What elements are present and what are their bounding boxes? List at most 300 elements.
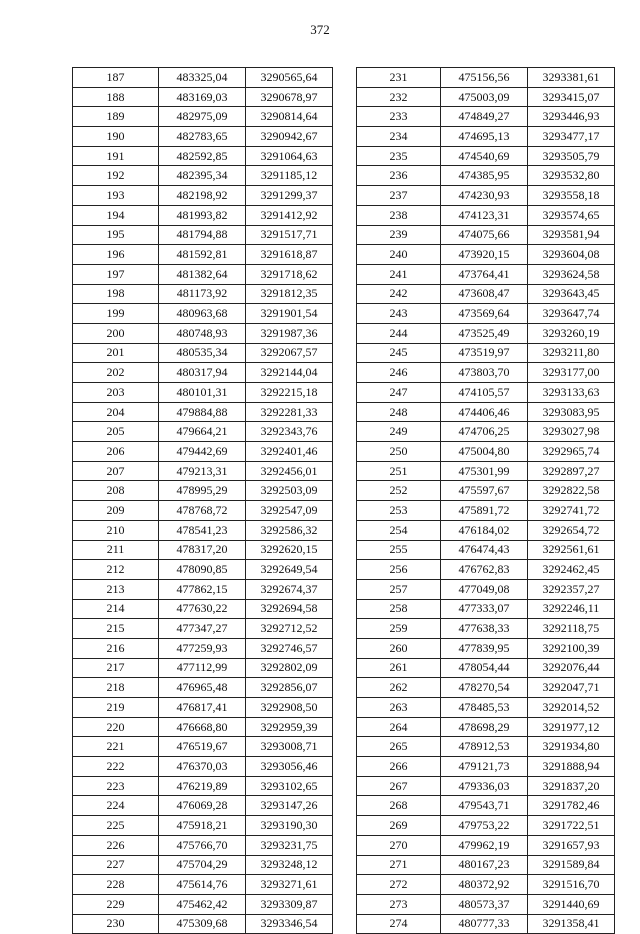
x-coordinate-cell: 479753,22 <box>441 816 528 836</box>
y-coordinate-cell: 3292246,11 <box>528 599 615 619</box>
y-coordinate-cell: 3293027,98 <box>528 422 615 442</box>
y-coordinate-cell: 3292076,44 <box>528 658 615 678</box>
y-coordinate-cell: 3293231,75 <box>246 835 333 855</box>
y-coordinate-cell: 3292014,52 <box>528 698 615 718</box>
x-coordinate-cell: 476219,89 <box>159 776 246 796</box>
point-number-cell: 255 <box>357 540 441 560</box>
y-coordinate-cell: 3291618,87 <box>246 245 333 265</box>
table-row <box>357 383 615 403</box>
x-coordinate-cell: 477049,08 <box>441 579 528 599</box>
point-number-cell: 256 <box>357 560 441 580</box>
x-coordinate-cell: 473519,97 <box>441 343 528 363</box>
x-coordinate-cell: 479213,31 <box>159 461 246 481</box>
table-row <box>73 127 333 147</box>
table-row <box>73 363 333 383</box>
x-coordinate-cell: 482783,65 <box>159 127 246 147</box>
point-number-cell: 204 <box>73 402 159 422</box>
x-coordinate-cell: 480372,92 <box>441 875 528 895</box>
y-coordinate-cell: 3292100,39 <box>528 638 615 658</box>
table-row <box>357 87 615 107</box>
table-row <box>73 442 333 462</box>
table-row <box>73 560 333 580</box>
y-coordinate-cell: 3291358,41 <box>528 914 615 934</box>
x-coordinate-cell: 474406,46 <box>441 402 528 422</box>
table-row <box>357 796 615 816</box>
x-coordinate-cell: 475003,09 <box>441 87 528 107</box>
x-coordinate-cell: 479121,73 <box>441 757 528 777</box>
point-number-cell: 229 <box>73 894 159 914</box>
table-row <box>357 127 615 147</box>
point-number-cell: 208 <box>73 481 159 501</box>
point-number-cell: 211 <box>73 540 159 560</box>
x-coordinate-cell: 482975,09 <box>159 107 246 127</box>
x-coordinate-cell: 479543,71 <box>441 796 528 816</box>
table-row <box>73 875 333 895</box>
point-number-cell: 227 <box>73 855 159 875</box>
table-row <box>73 461 333 481</box>
x-coordinate-cell: 477333,07 <box>441 599 528 619</box>
point-number-cell: 232 <box>357 87 441 107</box>
table-row <box>73 402 333 422</box>
table-row <box>357 717 615 737</box>
table-row <box>73 540 333 560</box>
point-number-cell: 216 <box>73 638 159 658</box>
x-coordinate-cell: 478317,20 <box>159 540 246 560</box>
point-number-cell: 264 <box>357 717 441 737</box>
y-coordinate-cell: 3291722,51 <box>528 816 615 836</box>
table-row <box>73 599 333 619</box>
table-row <box>357 323 615 343</box>
table-row <box>73 225 333 245</box>
point-number-cell: 205 <box>73 422 159 442</box>
table-row <box>357 835 615 855</box>
x-coordinate-cell: 475301,99 <box>441 461 528 481</box>
point-number-cell: 221 <box>73 737 159 757</box>
table-row <box>73 146 333 166</box>
table-row <box>73 855 333 875</box>
x-coordinate-cell: 475156,56 <box>441 68 528 88</box>
x-coordinate-cell: 474123,31 <box>441 205 528 225</box>
x-coordinate-cell: 476474,43 <box>441 540 528 560</box>
y-coordinate-cell: 3293624,58 <box>528 264 615 284</box>
point-number-cell: 203 <box>73 383 159 403</box>
table-row <box>73 638 333 658</box>
table-row <box>357 619 615 639</box>
y-coordinate-cell: 3293346,54 <box>246 914 333 934</box>
y-coordinate-cell: 3292586,32 <box>246 520 333 540</box>
table-row <box>357 816 615 836</box>
y-coordinate-cell: 3293177,00 <box>528 363 615 383</box>
x-coordinate-cell: 474105,57 <box>441 383 528 403</box>
x-coordinate-cell: 480535,34 <box>159 343 246 363</box>
point-number-cell: 209 <box>73 501 159 521</box>
y-coordinate-cell: 3291185,12 <box>246 166 333 186</box>
y-coordinate-cell: 3292822,58 <box>528 481 615 501</box>
y-coordinate-cell: 3292712,52 <box>246 619 333 639</box>
y-coordinate-cell: 3292047,71 <box>528 678 615 698</box>
point-number-cell: 242 <box>357 284 441 304</box>
x-coordinate-cell: 479884,88 <box>159 402 246 422</box>
y-coordinate-cell: 3292118,75 <box>528 619 615 639</box>
y-coordinate-cell: 3291589,84 <box>528 855 615 875</box>
point-number-cell: 187 <box>73 68 159 88</box>
y-coordinate-cell: 3291299,37 <box>246 186 333 206</box>
table-row <box>357 855 615 875</box>
y-coordinate-cell: 3291516,70 <box>528 875 615 895</box>
point-number-cell: 222 <box>73 757 159 777</box>
table-row <box>357 776 615 796</box>
table-row <box>73 658 333 678</box>
table-row <box>73 796 333 816</box>
y-coordinate-cell: 3293008,71 <box>246 737 333 757</box>
x-coordinate-cell: 481592,81 <box>159 245 246 265</box>
table-row <box>73 245 333 265</box>
point-number-cell: 215 <box>73 619 159 639</box>
point-number-cell: 228 <box>73 875 159 895</box>
x-coordinate-cell: 474849,27 <box>441 107 528 127</box>
y-coordinate-cell: 3292561,61 <box>528 540 615 560</box>
y-coordinate-cell: 3292694,58 <box>246 599 333 619</box>
point-number-cell: 235 <box>357 146 441 166</box>
y-coordinate-cell: 3290942,67 <box>246 127 333 147</box>
y-coordinate-cell: 3291837,20 <box>528 776 615 796</box>
y-coordinate-cell: 3293248,12 <box>246 855 333 875</box>
point-number-cell: 270 <box>357 835 441 855</box>
table-row <box>357 914 615 934</box>
table-row <box>357 146 615 166</box>
x-coordinate-cell: 480167,23 <box>441 855 528 875</box>
point-number-cell: 206 <box>73 442 159 462</box>
x-coordinate-cell: 473525,49 <box>441 323 528 343</box>
y-coordinate-cell: 3293477,17 <box>528 127 615 147</box>
y-coordinate-cell: 3292649,54 <box>246 560 333 580</box>
table-row <box>357 107 615 127</box>
x-coordinate-cell: 476370,03 <box>159 757 246 777</box>
table-row <box>73 698 333 718</box>
point-number-cell: 253 <box>357 501 441 521</box>
x-coordinate-cell: 473608,47 <box>441 284 528 304</box>
x-coordinate-cell: 481173,92 <box>159 284 246 304</box>
y-coordinate-cell: 3292620,15 <box>246 540 333 560</box>
point-number-cell: 247 <box>357 383 441 403</box>
point-number-cell: 268 <box>357 796 441 816</box>
x-coordinate-cell: 482395,34 <box>159 166 246 186</box>
point-number-cell: 191 <box>73 146 159 166</box>
y-coordinate-cell: 3291657,93 <box>528 835 615 855</box>
table-row <box>357 363 615 383</box>
x-coordinate-cell: 475462,42 <box>159 894 246 914</box>
point-number-cell: 217 <box>73 658 159 678</box>
table-row <box>357 402 615 422</box>
point-number-cell: 190 <box>73 127 159 147</box>
x-coordinate-cell: 477259,93 <box>159 638 246 658</box>
y-coordinate-cell: 3291977,12 <box>528 717 615 737</box>
y-coordinate-cell: 3292802,09 <box>246 658 333 678</box>
y-coordinate-cell: 3293604,08 <box>528 245 615 265</box>
point-number-cell: 274 <box>357 914 441 934</box>
table-row <box>73 579 333 599</box>
table-row <box>73 422 333 442</box>
x-coordinate-cell: 480317,94 <box>159 363 246 383</box>
table-row <box>73 501 333 521</box>
table-row <box>73 186 333 206</box>
x-coordinate-cell: 474075,66 <box>441 225 528 245</box>
x-coordinate-cell: 475891,72 <box>441 501 528 521</box>
table-row <box>73 343 333 363</box>
table-row <box>357 461 615 481</box>
point-number-cell: 219 <box>73 698 159 718</box>
y-coordinate-cell: 3291901,54 <box>246 304 333 324</box>
x-coordinate-cell: 480777,33 <box>441 914 528 934</box>
x-coordinate-cell: 473920,15 <box>441 245 528 265</box>
point-number-cell: 212 <box>73 560 159 580</box>
x-coordinate-cell: 476668,80 <box>159 717 246 737</box>
x-coordinate-cell: 478912,53 <box>441 737 528 757</box>
x-coordinate-cell: 480963,68 <box>159 304 246 324</box>
point-number-cell: 263 <box>357 698 441 718</box>
y-coordinate-cell: 3290814,64 <box>246 107 333 127</box>
point-number-cell: 210 <box>73 520 159 540</box>
point-number-cell: 252 <box>357 481 441 501</box>
x-coordinate-cell: 474385,95 <box>441 166 528 186</box>
table-row <box>357 422 615 442</box>
table-row <box>73 323 333 343</box>
table-row <box>73 757 333 777</box>
y-coordinate-cell: 3293260,19 <box>528 323 615 343</box>
y-coordinate-cell: 3291718,62 <box>246 264 333 284</box>
y-coordinate-cell: 3293381,61 <box>528 68 615 88</box>
point-number-cell: 254 <box>357 520 441 540</box>
page-number: 372 <box>310 22 330 37</box>
y-coordinate-cell: 3293581,94 <box>528 225 615 245</box>
x-coordinate-cell: 474695,13 <box>441 127 528 147</box>
table-row <box>73 205 333 225</box>
y-coordinate-cell: 3292456,01 <box>246 461 333 481</box>
table-row <box>357 205 615 225</box>
x-coordinate-cell: 473803,70 <box>441 363 528 383</box>
y-coordinate-cell: 3291440,69 <box>528 894 615 914</box>
table-row <box>73 520 333 540</box>
y-coordinate-cell: 3293309,87 <box>246 894 333 914</box>
x-coordinate-cell: 475766,70 <box>159 835 246 855</box>
x-coordinate-cell: 481794,88 <box>159 225 246 245</box>
table-row <box>357 264 615 284</box>
point-number-cell: 251 <box>357 461 441 481</box>
y-coordinate-cell: 3291064,63 <box>246 146 333 166</box>
x-coordinate-cell: 478090,85 <box>159 560 246 580</box>
table-row <box>73 481 333 501</box>
x-coordinate-cell: 478485,53 <box>441 698 528 718</box>
y-coordinate-cell: 3293415,07 <box>528 87 615 107</box>
x-coordinate-cell: 476069,28 <box>159 796 246 816</box>
table-row <box>357 737 615 757</box>
point-number-cell: 198 <box>73 284 159 304</box>
x-coordinate-cell: 474540,69 <box>441 146 528 166</box>
x-coordinate-cell: 476965,48 <box>159 678 246 698</box>
table-row <box>73 914 333 934</box>
y-coordinate-cell: 3293446,93 <box>528 107 615 127</box>
x-coordinate-cell: 478541,23 <box>159 520 246 540</box>
y-coordinate-cell: 3291517,71 <box>246 225 333 245</box>
point-number-cell: 245 <box>357 343 441 363</box>
point-number-cell: 226 <box>73 835 159 855</box>
y-coordinate-cell: 3292674,37 <box>246 579 333 599</box>
table-row <box>357 757 615 777</box>
x-coordinate-cell: 479442,69 <box>159 442 246 462</box>
x-coordinate-cell: 480101,31 <box>159 383 246 403</box>
y-coordinate-cell: 3293056,46 <box>246 757 333 777</box>
table-row <box>357 560 615 580</box>
table-row <box>357 875 615 895</box>
point-number-cell: 218 <box>73 678 159 698</box>
table-row <box>357 442 615 462</box>
point-number-cell: 197 <box>73 264 159 284</box>
x-coordinate-cell: 473764,41 <box>441 264 528 284</box>
table-row <box>73 68 333 88</box>
table-row <box>73 619 333 639</box>
x-coordinate-cell: 475597,67 <box>441 481 528 501</box>
y-coordinate-cell: 3293505,79 <box>528 146 615 166</box>
table-row <box>357 520 615 540</box>
y-coordinate-cell: 3292959,39 <box>246 717 333 737</box>
point-number-cell: 238 <box>357 205 441 225</box>
y-coordinate-cell: 3291888,94 <box>528 757 615 777</box>
point-number-cell: 202 <box>73 363 159 383</box>
point-number-cell: 189 <box>73 107 159 127</box>
table-row <box>73 383 333 403</box>
x-coordinate-cell: 477839,95 <box>441 638 528 658</box>
point-number-cell: 192 <box>73 166 159 186</box>
point-number-cell: 199 <box>73 304 159 324</box>
x-coordinate-cell: 482592,85 <box>159 146 246 166</box>
y-coordinate-cell: 3292908,50 <box>246 698 333 718</box>
table-row <box>357 245 615 265</box>
x-coordinate-cell: 478054,44 <box>441 658 528 678</box>
point-number-cell: 269 <box>357 816 441 836</box>
y-coordinate-cell: 3292746,57 <box>246 638 333 658</box>
x-coordinate-cell: 481993,82 <box>159 205 246 225</box>
y-coordinate-cell: 3292401,46 <box>246 442 333 462</box>
point-number-cell: 233 <box>357 107 441 127</box>
table-row <box>73 737 333 757</box>
point-number-cell: 234 <box>357 127 441 147</box>
point-number-cell: 201 <box>73 343 159 363</box>
x-coordinate-cell: 479962,19 <box>441 835 528 855</box>
point-number-cell: 236 <box>357 166 441 186</box>
y-coordinate-cell: 3293558,18 <box>528 186 615 206</box>
x-coordinate-cell: 477112,99 <box>159 658 246 678</box>
point-number-cell: 225 <box>73 816 159 836</box>
point-number-cell: 260 <box>357 638 441 658</box>
x-coordinate-cell: 477862,15 <box>159 579 246 599</box>
x-coordinate-cell: 478768,72 <box>159 501 246 521</box>
y-coordinate-cell: 3292215,18 <box>246 383 333 403</box>
x-coordinate-cell: 477630,22 <box>159 599 246 619</box>
y-coordinate-cell: 3292144,04 <box>246 363 333 383</box>
table-row <box>357 638 615 658</box>
table-row <box>357 698 615 718</box>
x-coordinate-cell: 480573,37 <box>441 894 528 914</box>
y-coordinate-cell: 3291812,35 <box>246 284 333 304</box>
y-coordinate-cell: 3292357,27 <box>528 579 615 599</box>
coordinates-table-left <box>72 67 333 934</box>
y-coordinate-cell: 3292503,09 <box>246 481 333 501</box>
x-coordinate-cell: 479664,21 <box>159 422 246 442</box>
y-coordinate-cell: 3292741,72 <box>528 501 615 521</box>
point-number-cell: 230 <box>73 914 159 934</box>
table-row <box>357 186 615 206</box>
y-coordinate-cell: 3290565,64 <box>246 68 333 88</box>
point-number-cell: 273 <box>357 894 441 914</box>
point-number-cell: 249 <box>357 422 441 442</box>
point-number-cell: 265 <box>357 737 441 757</box>
point-number-cell: 266 <box>357 757 441 777</box>
point-number-cell: 224 <box>73 796 159 816</box>
point-number-cell: 262 <box>357 678 441 698</box>
point-number-cell: 237 <box>357 186 441 206</box>
x-coordinate-cell: 478698,29 <box>441 717 528 737</box>
table-row <box>357 540 615 560</box>
point-number-cell: 194 <box>73 205 159 225</box>
x-coordinate-cell: 475918,21 <box>159 816 246 836</box>
point-number-cell: 271 <box>357 855 441 875</box>
point-number-cell: 241 <box>357 264 441 284</box>
table-row <box>73 894 333 914</box>
x-coordinate-cell: 473569,64 <box>441 304 528 324</box>
x-coordinate-cell: 483325,04 <box>159 68 246 88</box>
point-number-cell: 239 <box>357 225 441 245</box>
x-coordinate-cell: 481382,64 <box>159 264 246 284</box>
y-coordinate-cell: 3291412,92 <box>246 205 333 225</box>
x-coordinate-cell: 475704,29 <box>159 855 246 875</box>
x-coordinate-cell: 483169,03 <box>159 87 246 107</box>
point-number-cell: 250 <box>357 442 441 462</box>
x-coordinate-cell: 478270,54 <box>441 678 528 698</box>
point-number-cell: 231 <box>357 68 441 88</box>
x-coordinate-cell: 475004,80 <box>441 442 528 462</box>
y-coordinate-cell: 3293211,80 <box>528 343 615 363</box>
x-coordinate-cell: 478995,29 <box>159 481 246 501</box>
x-coordinate-cell: 476519,67 <box>159 737 246 757</box>
y-coordinate-cell: 3290678,97 <box>246 87 333 107</box>
y-coordinate-cell: 3291934,80 <box>528 737 615 757</box>
table-row <box>357 894 615 914</box>
table-row <box>73 264 333 284</box>
table-row <box>73 816 333 836</box>
y-coordinate-cell: 3291782,46 <box>528 796 615 816</box>
y-coordinate-cell: 3292547,09 <box>246 501 333 521</box>
point-number-cell: 259 <box>357 619 441 639</box>
y-coordinate-cell: 3292897,27 <box>528 461 615 481</box>
table-row <box>357 284 615 304</box>
x-coordinate-cell: 479336,03 <box>441 776 528 796</box>
y-coordinate-cell: 3293574,65 <box>528 205 615 225</box>
point-number-cell: 267 <box>357 776 441 796</box>
table-row <box>73 107 333 127</box>
table-row <box>357 304 615 324</box>
point-number-cell: 195 <box>73 225 159 245</box>
x-coordinate-cell: 475309,68 <box>159 914 246 934</box>
point-number-cell: 248 <box>357 402 441 422</box>
point-number-cell: 213 <box>73 579 159 599</box>
point-number-cell: 257 <box>357 579 441 599</box>
table-row <box>357 68 615 88</box>
x-coordinate-cell: 475614,76 <box>159 875 246 895</box>
point-number-cell: 240 <box>357 245 441 265</box>
table-row <box>357 579 615 599</box>
y-coordinate-cell: 3292654,72 <box>528 520 615 540</box>
point-number-cell: 207 <box>73 461 159 481</box>
